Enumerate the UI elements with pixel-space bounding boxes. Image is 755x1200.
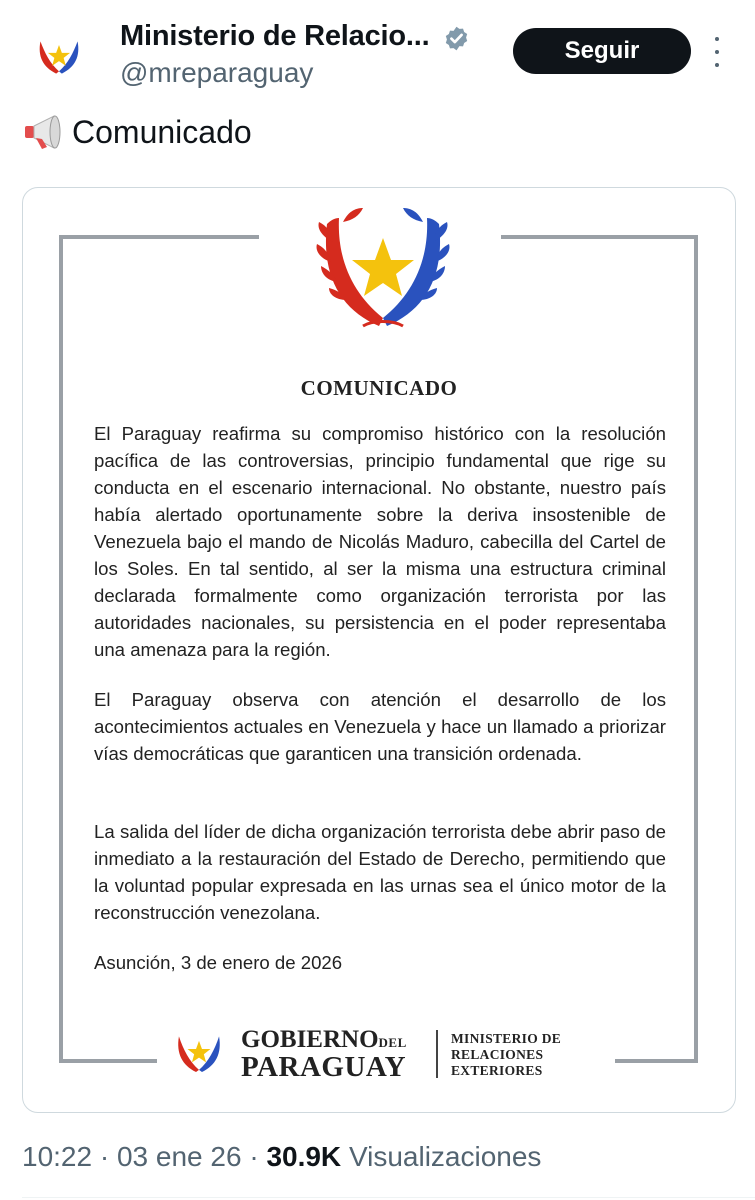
frame-top-right (501, 235, 698, 239)
document-paragraph-2: El Paraguay observa con atención el desarrollo de los acontecimientos actuales en Venezuela y hace un llamado a priorizar vías democráticas que garanticen una transición ordenada. (94, 689, 666, 764)
ministry-name: MINISTERIO DE RELACIONES EXTERIORES (451, 1031, 562, 1078)
footer-divider (436, 1030, 438, 1078)
tweet-date[interactable]: 03 ene 26 (116, 1141, 242, 1172)
government-name-line1: GOBIERNODEL (241, 1026, 407, 1053)
frame-bottom-right (615, 1059, 698, 1063)
megaphone-icon (22, 112, 66, 152)
media-image-card[interactable] (22, 187, 736, 1113)
user-handle[interactable]: @mreparaguay (120, 57, 314, 88)
paraguay-emblem-icon (34, 31, 84, 79)
more-options-icon[interactable] (710, 37, 724, 67)
views-label: Visualizaciones (348, 1141, 542, 1172)
tweet-text-label: Comunicado (72, 113, 252, 150)
avatar[interactable] (24, 20, 94, 90)
document-paragraph-1: El Paraguay reafirma su compromiso histórico con la resolución pacífica de las controversias, principio fundamental que rige su conducta en el escenario internacional. No obstante, nuestro país había alertado oportunamente sobre la deriva insostenible de Venezuela bajo el mando de Nicolás Maduro, cabecilla del Cartel de los Soles. En tal sentido, al ser la misma una estructura criminal declarada formalmente como organización terrorista por las autoridades nacionales, su persistencia en el poder representaba una amenaza para la región. (94, 423, 666, 660)
follow-button[interactable]: Seguir (513, 28, 691, 74)
document-title: COMUNICADO (300, 376, 458, 400)
document-paragraph-3: La salida del líder de dicha organización terrorista debe abrir paso de inmediato a la restauración del Estado de Derecho, permitiendo que la voluntad popular expresada en las urnas sea el único motor de la reconstrucción venezolana. (94, 821, 666, 923)
tweet-time[interactable]: 10:22 (22, 1141, 93, 1172)
frame-bottom-left (59, 1059, 157, 1063)
frame-right (694, 235, 698, 1063)
government-name-line2: PARAGUAY (241, 1051, 407, 1083)
paraguay-emblem-icon (173, 1026, 225, 1078)
display-name[interactable]: Ministerio de Relacio... (120, 20, 430, 52)
document-date: Asunción, 3 de enero de 2026 (94, 952, 343, 973)
tweet-meta: 10:22 · 03 ene 26 · 30.9K Visualizaciones (22, 1141, 542, 1172)
tweet-text (22, 112, 252, 152)
paraguay-emblem-icon (313, 202, 453, 334)
views-count: 30.9K (266, 1141, 342, 1172)
frame-top-left (59, 235, 259, 239)
verified-badge-icon (443, 25, 470, 52)
frame-left (59, 235, 63, 1063)
divider (22, 1197, 755, 1198)
